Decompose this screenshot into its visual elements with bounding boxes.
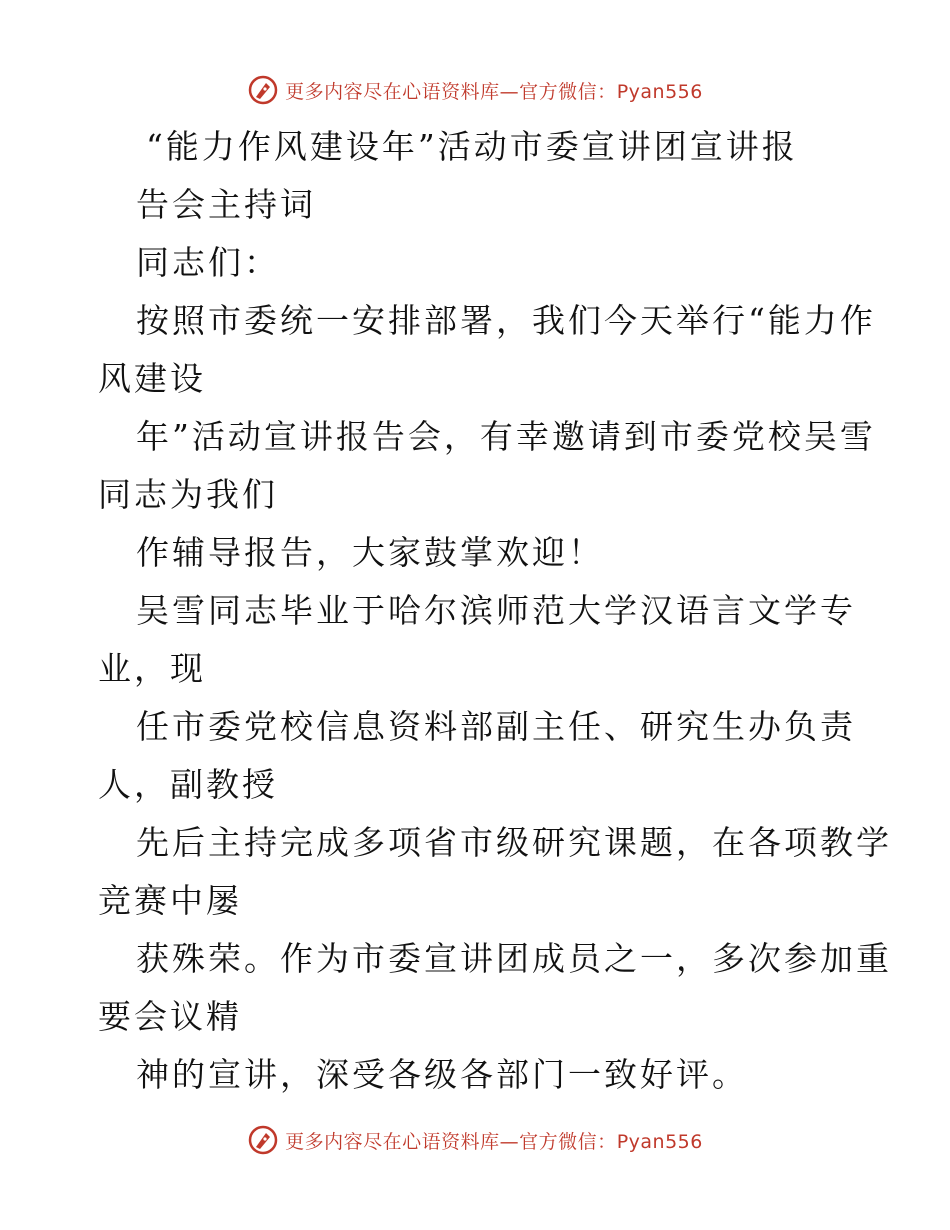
paragraph-line: 同志为我们	[98, 475, 278, 514]
banner-dash: —	[499, 80, 520, 103]
banner-text	[285, 1127, 703, 1154]
document-title-line-1: “能力作风建设年”活动市委宣讲团宣讲报	[146, 127, 798, 166]
paragraph-line: 要会议精	[98, 997, 242, 1036]
paragraph-line: 先后主持完成多项省市级研究课题，在各项教学	[136, 823, 892, 862]
salutation: 同志们：	[136, 243, 280, 282]
paragraph-line: 竞赛中屡	[98, 881, 242, 920]
banner-text	[285, 77, 703, 104]
paragraph-line: 按照市委统一安排部署，我们今天举行“能力作	[136, 301, 876, 340]
banner-contact-label: 官方微信：	[519, 80, 617, 103]
banner-brand-text: 更多内容尽在心语资料库	[285, 80, 500, 103]
pen-nib-logo-icon	[247, 74, 279, 106]
footer-watermark-banner	[0, 1120, 950, 1160]
banner-brand-text: 更多内容尽在心语资料库	[285, 1130, 500, 1153]
paragraph-line: 人，副教授	[98, 765, 278, 804]
banner-dash: —	[499, 1130, 520, 1153]
banner-contact-value: Pyan556	[616, 1130, 703, 1153]
paragraph-line: 吴雪同志毕业于哈尔滨师范大学汉语言文学专	[136, 591, 856, 630]
banner-contact-label: 官方微信：	[519, 1130, 617, 1153]
document-body	[98, 118, 892, 1104]
paragraph-line: 任市委党校信息资料部副主任、研究生办负责	[136, 707, 856, 746]
banner-contact-value: Pyan556	[616, 80, 703, 103]
header-watermark-banner	[0, 70, 950, 110]
document-title-line-2: 告会主持词	[136, 185, 316, 224]
paragraph-line: 获殊荣。作为市委宣讲团成员之一，多次参加重	[136, 939, 892, 978]
paragraph-line: 业，现	[98, 649, 206, 688]
paragraph-line: 风建设	[98, 359, 206, 398]
paragraph-line: 神的宣讲，深受各级各部门一致好评。	[136, 1055, 748, 1094]
paragraph-line: 作辅导报告，大家鼓掌欢迎！	[136, 533, 604, 572]
pen-nib-logo-icon	[247, 1124, 279, 1156]
paragraph-line: 年”活动宣讲报告会，有幸邀请到市委党校吴雪	[136, 417, 876, 456]
